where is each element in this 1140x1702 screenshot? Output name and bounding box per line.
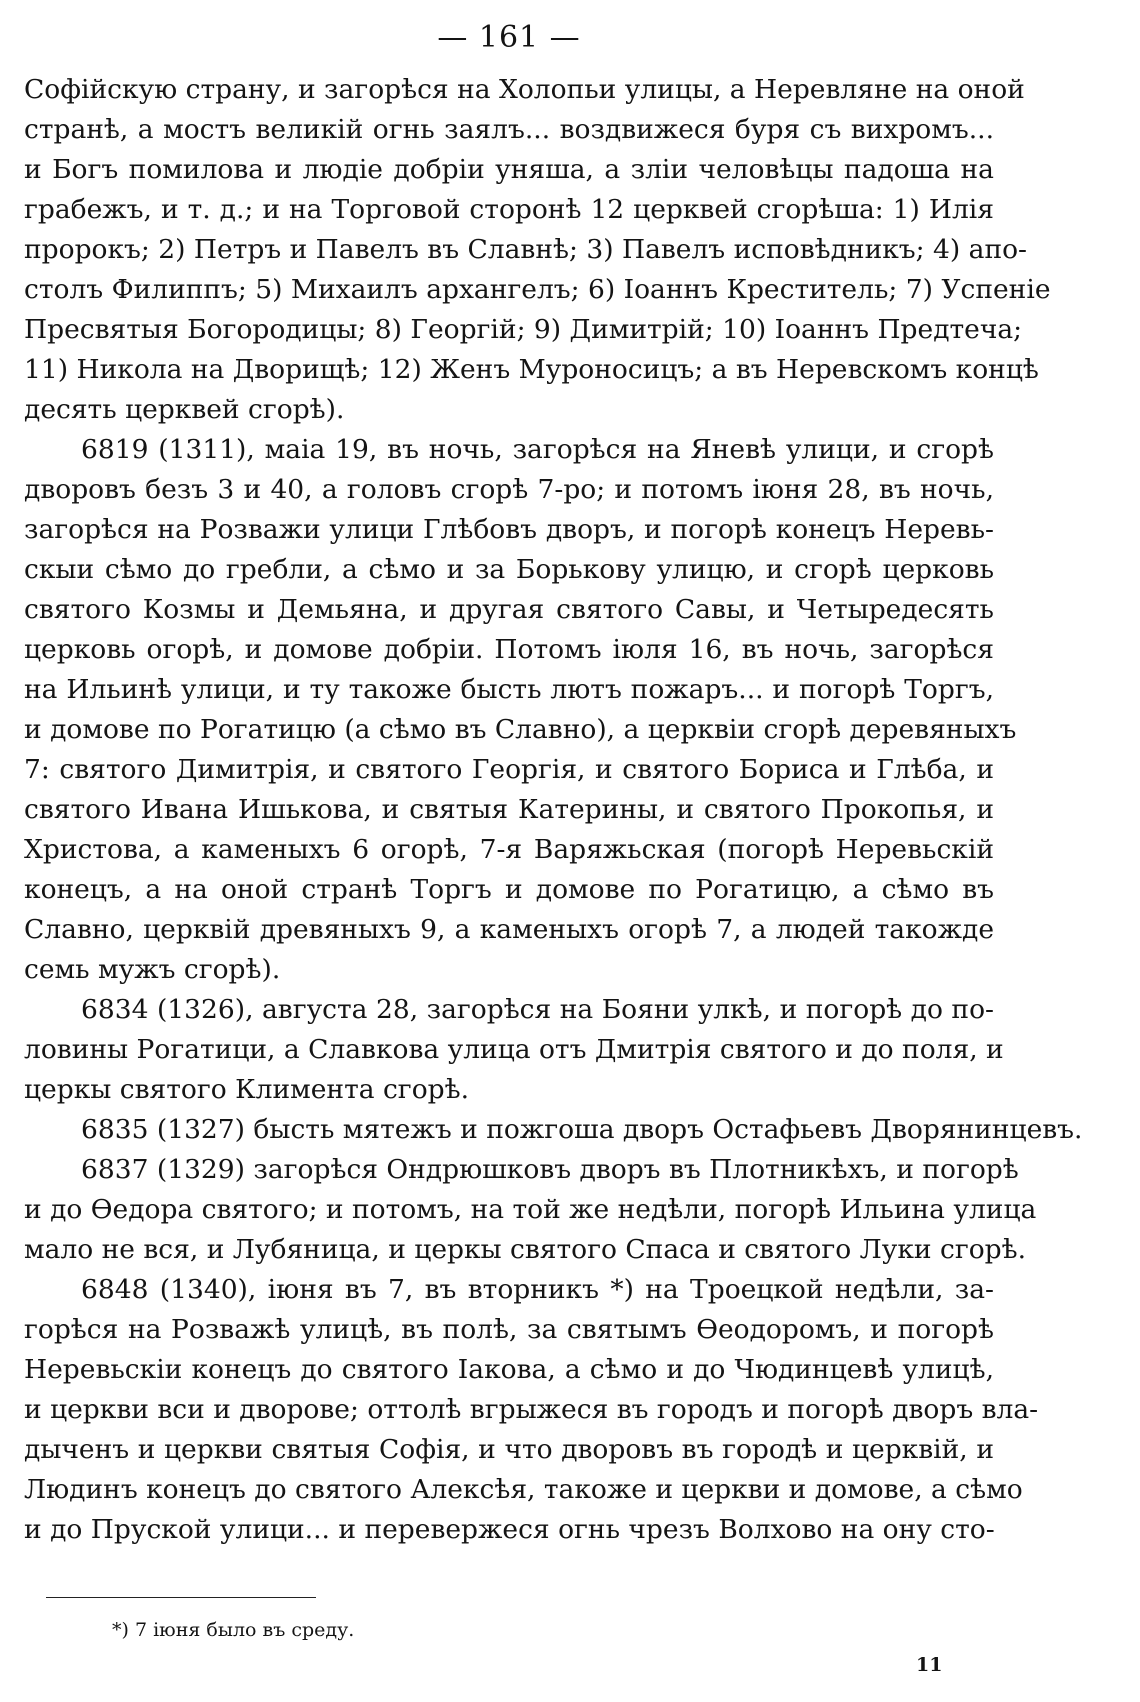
text-line: и Богъ помилова и людіе добріи уняша, а зліи человѣцы падоша на bbox=[24, 154, 994, 185]
text-line: Неревьскіи конецъ до святого Іакова, а сѣмо и до Чюдинцевѣ улицѣ, bbox=[24, 1354, 994, 1385]
text-line: святого Ивана Ишькова, и святыя Катерины, и святого Прокопья, и bbox=[24, 794, 994, 825]
text-line: мало не вся, и Лубяница, и церкы святого Спаса и святого Луки сгорѣ. bbox=[24, 1234, 1027, 1265]
text-line: 6848 (1340), іюня въ 7, въ вторникъ *) на Троецкой недѣли, за- bbox=[81, 1274, 994, 1305]
text-line: и до Пруской улици... и перевержеся огнь чрезъ Волхово на ону сто- bbox=[24, 1514, 995, 1545]
text-line: Софійскую страну, и загорѣся на Холопьи улицы, а Неревляне на оной bbox=[24, 74, 1025, 105]
text-line: и церкви вси и дворове; оттолѣ вгрыжеся въ городъ и погорѣ дворъ вла- bbox=[24, 1394, 1039, 1425]
text-line: Христова, а каменыхъ 6 огорѣ, 7-я Варяжьская (погорѣ Неревьскій bbox=[24, 834, 994, 865]
page bbox=[24, 20, 1083, 1550]
text-line: десять церквей сгорѣ). bbox=[24, 394, 345, 425]
text-line: 6835 (1327) бысть мятежъ и пожгоша дворъ Остафьевъ Дворянинцевъ. bbox=[81, 1114, 1083, 1145]
text-line: семь мужъ сгорѣ). bbox=[24, 954, 281, 985]
text-line: ловины Рогатици, а Славкова улица отъ Дмитрія святого и до поля, и bbox=[24, 1034, 1004, 1065]
text-line: церкы святого Климента сгорѣ. bbox=[24, 1074, 470, 1105]
text-line: 7: святого Димитрія, и святого Георгія, и святого Бориса и Глѣба, и bbox=[24, 754, 994, 785]
text-line: пророкъ; 2) Петръ и Павелъ въ Славнѣ; 3) Павелъ исповѣдникъ; 4) апо- bbox=[24, 234, 1028, 265]
page-number: — 161 — bbox=[437, 20, 581, 55]
text-line: странѣ, а мостъ великій огнь заялъ... воздвижеся буря съ вихромъ... bbox=[24, 114, 994, 145]
text-line: Пресвятыя Богородицы; 8) Георгій; 9) Димитрій; 10) Іоаннъ Предтеча; bbox=[24, 314, 1023, 345]
text-line: грабежъ, и т. д.; и на Торговой сторонѣ 12 церквей сгорѣша: 1) Илія bbox=[24, 194, 994, 225]
text-line: святого Козмы и Демьяна, и другая святого Савы, и Четыредесять bbox=[24, 594, 994, 625]
text-line: скыи сѣмо до гребли, а сѣмо и за Борькову улицю, и сгорѣ церковь bbox=[24, 554, 994, 585]
text-line: конецъ, а на оной странѣ Торгъ и домове по Рогатицю, а сѣмо въ bbox=[24, 874, 994, 905]
footnote: *) 7 іюня было въ среду. bbox=[112, 1619, 355, 1641]
footnote-divider bbox=[46, 1597, 316, 1598]
text-line: дворовъ безъ 3 и 40, а головъ сгорѣ 7-ро; и потомъ іюня 28, въ ночь, bbox=[24, 474, 994, 505]
text-line: Людинъ конецъ до святого Алексѣя, такоже и церкви и домове, а сѣмо bbox=[24, 1474, 1023, 1505]
text-line: 6837 (1329) загорѣся Ондрюшковъ дворъ въ Плотникѣхъ, и погорѣ bbox=[81, 1154, 1019, 1185]
signature-mark: 11 bbox=[916, 1654, 943, 1676]
text-line: Славно, церквій древяныхъ 9, а каменыхъ огорѣ 7, а людей такожде bbox=[24, 914, 994, 945]
text-line: дыченъ и церкви святыя Софія, и что дворовъ въ городѣ и церквій, и bbox=[24, 1434, 994, 1465]
text-line: и домове по Рогатицю (а сѣмо въ Славно), а церквіи сгорѣ деревяныхъ bbox=[24, 714, 1017, 745]
text-line: на Ильинѣ улици, и ту такоже бысть лютъ пожаръ... и погорѣ Торгъ, bbox=[24, 674, 994, 705]
text-line: столъ Филиппъ; 5) Михаилъ архангелъ; 6) Іоаннъ Креститель; 7) Успеніе bbox=[24, 274, 1051, 305]
text-line: и до Ѳедора святого; и потомъ, на той же недѣли, погорѣ Ильина улица bbox=[24, 1194, 1037, 1225]
text-line: 6819 (1311), маіа 19, въ ночь, загорѣся на Яневѣ улици, и сгорѣ bbox=[81, 434, 994, 465]
text-line: церковь огорѣ, и домове добріи. Потомъ іюля 16, въ ночь, загорѣся bbox=[24, 634, 994, 665]
text-line: 6834 (1326), августа 28, загорѣся на Бояни улкѣ, и погорѣ до по- bbox=[81, 994, 994, 1025]
text-line: загорѣся на Розважи улици Глѣбовъ дворъ, и погорѣ конецъ Неревь- bbox=[24, 514, 994, 545]
text-line: горѣся на Розважѣ улицѣ, въ полѣ, за святымъ Ѳеодоромъ, и погорѣ bbox=[24, 1314, 994, 1345]
text-line: 11) Никола на Дворищѣ; 12) Женъ Муроносицъ; а въ Неревскомъ концѣ bbox=[24, 354, 1039, 385]
body-text bbox=[24, 70, 1083, 1550]
